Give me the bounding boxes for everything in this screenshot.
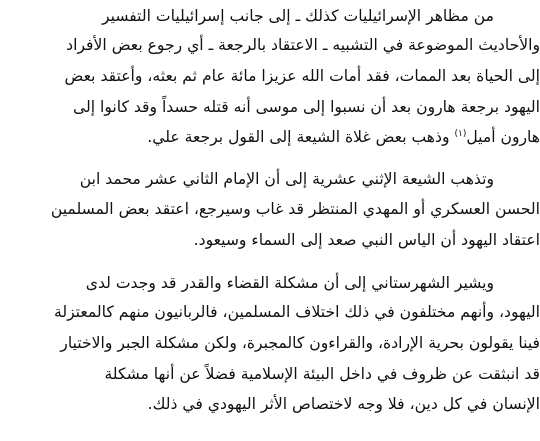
footnote-marker: (١) — [454, 128, 467, 139]
paragraph-3-line-3: فينا يقولون بحرية الإرادة، والقراءون كالمجبرة، ولكن مشكلة الجبر والاختيار — [60, 334, 540, 352]
paragraph-1-line-3: إلى الحياة بعد الممات، فقد أمات الله عزيزا مائة عام ثم بعثه، وأعتقد بعض — [64, 67, 540, 85]
paragraph-2-line-1: وتذهب الشيعة الإثني عشرية إلى أن الإمام الثاني عشر محمد ابن — [79, 170, 494, 188]
paragraph-2-line-2: الحسن العسكري أو المهدي المنتظر قد غاب وسيرجع، اعتقد بعض المسلمين — [50, 200, 540, 218]
paragraph-1-line-1: من مظاهر الإسرائيليات كذلك ـ إلى جانب إسرائيليات التفسير — [102, 7, 494, 25]
paragraph-2-line-3: اعتقاد اليهود أن الياس النبي صعد إلى السماء وسيعود. — [193, 231, 540, 249]
paragraph-1-line-2: والأحاديث الموضوعة في التشبيه ـ الاعتقاد بالرجعة ـ أي رجوع بعض الأفراد — [66, 36, 540, 54]
paragraph-3-line-1: ويشير الشهرستاني إلى أن مشكلة القضاء والقدر قد وجدت لدى — [85, 274, 494, 292]
paragraph-3-line-4: قد انبثقت عن ظروف في داخل البيئة الإسلامية فضلاً عن أنها مشكلة — [104, 365, 540, 383]
paragraph-1-line-5-rest: وذهب بعض غلاة الشيعة إلى القول برجعة علي. — [147, 128, 455, 146]
footnote-reference-text: هارون أميل — [466, 128, 540, 146]
paragraph-1-line-4: اليهود برجعة هارون بعد أن نسبوا إلى موسى أنه قتله حسداً وقد كانوا إلى — [72, 98, 540, 116]
paragraph-1-line-5 — [0, 126, 540, 148]
paragraph-3-line-2: اليهود، وأنهم مختلفون في ذلك اختلاف المسلمين، فالربانيون منهم كالمعتزلة — [53, 303, 540, 321]
paragraph-3-line-5: الإنسان في كل دين، فلا وجه لاختصاص الأثر اليهودي في ذلك. — [147, 395, 540, 413]
